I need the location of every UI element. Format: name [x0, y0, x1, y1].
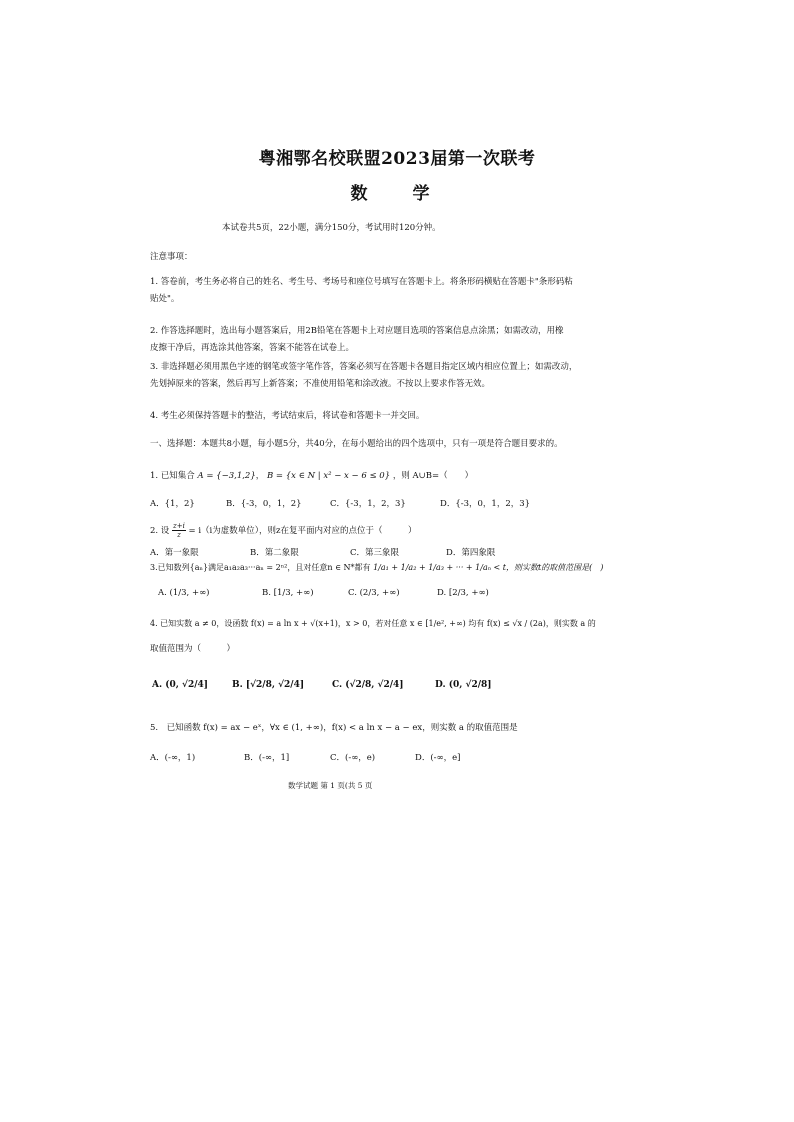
- notice-heading: 注意事项：: [150, 252, 193, 262]
- question-3-option-d: D. [2/3, +∞): [437, 588, 489, 598]
- question-4-option-a: A. (0, √2/4]: [152, 680, 209, 690]
- question-4-stem: 4. 已知实数 a ≠ 0，设函数 f(x) = a ln x + √(x+1)，x > 0，若对任意 x ∈ [1/e², +∞) 均有 f(x) ≤ √x / (2a)，则实数 a 的: [150, 619, 596, 628]
- question-2-numerator: z+i: [173, 522, 185, 530]
- question-3-option-c: C. (2/3, +∞): [348, 588, 400, 598]
- question-1-option-d: D．{-3，0，1，2，3}: [440, 499, 531, 509]
- question-4-option-b: B. [√2/8, √2/4]: [232, 680, 305, 690]
- notice-item-2-line1: 2. 作答选择题时，选出每小题答案后，用2B铅笔在答题卡上对应题目选项的答案信息点涂黑；如需改动，用橡: [150, 326, 564, 336]
- question-1-tail: ，则 A∪B=（ ）: [392, 471, 474, 481]
- notice-item-3-line2: 先划掉原来的答案，然后再写上新答案；不准使用铅笔和涂改液。不按以上要求作答无效。: [150, 379, 491, 389]
- question-3-option-b: B. [1/3, +∞): [262, 588, 314, 598]
- section-heading: 一、选择题：本题共8小题，每小题5分，共40分，在每小题给出的四个选项中，只有一项是符合题目要求的。: [150, 439, 563, 449]
- question-2-option-c: C．第三象限: [350, 548, 400, 558]
- question-5-option-a: A．(-∞，1): [150, 753, 196, 763]
- question-5-option-b: B．(-∞，1]: [244, 753, 290, 763]
- question-1-set-b: B = {x ∈ N | x² − x − 6 ≤ 0}: [266, 471, 391, 481]
- question-2-option-d: D．第四象限: [446, 548, 496, 558]
- notice-item-3: [150, 359, 577, 393]
- notice-item-3-line1: 3. 非选择题必须用黑色字迹的钢笔或签字笔作答，答案必须写在答题卡各题目指定区域内相应位置上；如需改动，: [150, 362, 578, 372]
- question-2-tail: = i（i为虚数单位），则z在复平面内对应的点位于（ ）: [188, 526, 417, 536]
- question-3-option-a: A. (1/3, +∞): [158, 588, 210, 598]
- question-2-fraction: [172, 522, 186, 539]
- question-1-option-b: B．{-3，0，1，2}: [226, 499, 302, 509]
- question-3-expr: 1/a₁ + 1/a₂ + 1/a₃ + ··· + 1/aₙ < t，则实数t的取值范围是( ): [373, 563, 604, 572]
- notice-item-2-line2: 皮擦干净后，再选涂其他答案，答案不能答在试卷上。: [150, 343, 355, 353]
- question-2-stem: [150, 522, 417, 540]
- question-5-stem: 5. 已知函数 f(x) = ax − eˣ，∀x ∈ (1, +∞)，f(x) < a ln x − a − ex，则实数 a 的取值范围是: [150, 723, 518, 733]
- question-2-option-b: B．第二象限: [250, 548, 299, 558]
- question-2-lead: 2. 设: [150, 526, 170, 536]
- notice-item-1: [150, 274, 573, 308]
- question-1-option-a: A．{1，2}: [150, 499, 195, 509]
- question-4-stem-cont: 取值范围为（ ）: [150, 644, 236, 654]
- question-1-lead: 1. 已知集合: [150, 471, 195, 481]
- exam-subject: 数 学: [350, 184, 444, 204]
- question-5-option-c: C．(-∞，e): [330, 753, 376, 763]
- exam-title: 粤湘鄂名校联盟2023届第一次联考: [258, 149, 536, 169]
- notice-item-1-line1: 1. 答卷前，考生务必将自己的姓名、考生号、考场号和座位号填写在答题卡上。将条形码横贴在答题卡"条形码粘: [150, 277, 573, 287]
- question-4-option-c: C. (√2/8, √2/4]: [332, 680, 404, 690]
- question-3-lead: 3.已知数列{aₙ}满足a₁a₂a₃···aₙ = 2ⁿ²，且对任意n ∈ N*都有: [150, 563, 371, 572]
- question-5-option-d: D．(-∞，e]: [415, 753, 461, 763]
- exam-info: 本试卷共5页，22小题，满分150分，考试用时120分钟。: [222, 223, 441, 233]
- question-1-option-c: C．{-3，1，2，3}: [330, 499, 406, 509]
- notice-item-4: 4. 考生必须保持答题卡的整洁，考试结束后，将试卷和答题卡一并交回。: [150, 411, 425, 421]
- question-3-stem: [150, 562, 603, 573]
- question-1-stem: 1. 已知集合 A = {−3,1,2}， B = {x ∈ N | x² − x − 6 ≤ 0} ，则 A∪B=（ ）: [150, 471, 474, 481]
- page-footer: 数学试题 第 1 页(共 5 页: [288, 781, 373, 790]
- notice-item-2: [150, 323, 563, 357]
- question-2-denominator: z: [177, 531, 181, 539]
- question-1-set-a: A = {−3,1,2}: [197, 471, 256, 481]
- question-4-option-d: D. (0, √2/8]: [435, 680, 492, 690]
- question-2-option-a: A．第一象限: [150, 548, 199, 558]
- notice-item-1-line2: 贴处"。: [150, 294, 180, 304]
